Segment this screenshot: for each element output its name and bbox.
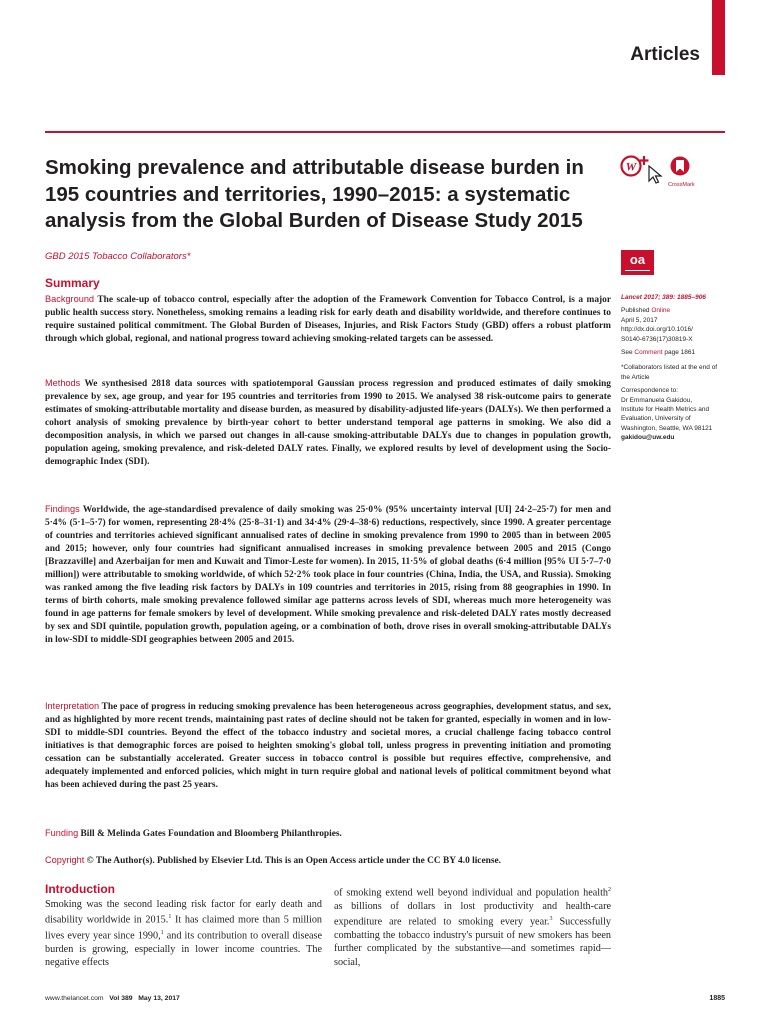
intro-left-text-a: Smoking was the second leading risk factor for early death and disability worldwide in 2015. — [45, 899, 322, 926]
cursor-icon — [649, 166, 661, 183]
published-online-link[interactable]: Online — [651, 307, 671, 315]
interpretation-text: The pace of progress in reducing smoking prevalence has been heterogeneous across geographies, development status, and sex, and as highlighted by more recent trends, maintaining past rates of decline should not be taken for granted, especially in women and in low-SDI to middle-SDI countries. Beyond the effect of the tobacco industry and societal mores, a crucial challenge facing tobacco control initiatives is that demographic forces are poised to heighten smoking's global toll, unless progress in preventing initiation and promoting cessation can be substantially accelerated. Greater success in tobacco control is possible but requires effective, comprehensive, and adequately implemented and enforced policies, which might in turn require global and national levels of political commitment beyond what has been achieved during the past 25 years. — [45, 702, 611, 790]
oa-underline — [625, 270, 650, 271]
comment-link[interactable]: Comment — [634, 349, 663, 357]
methods-label: Methods — [45, 378, 81, 388]
background-label: Background — [45, 294, 95, 304]
abstract-funding — [45, 827, 611, 841]
published-prefix: Published — [621, 307, 650, 315]
open-access-label: oa — [629, 252, 646, 267]
findings-label: Findings — [45, 504, 80, 514]
copyright-text: © The Author(s). Published by Elsevier Ltd. This is an Open Access article under the CC BY 4.0 license. — [86, 856, 501, 866]
footer-date: May 13, 2017 — [138, 995, 180, 1002]
introduction-right-column — [334, 884, 611, 969]
open-access-badge — [621, 250, 654, 275]
reference-1[interactable]: 1 — [168, 914, 172, 921]
correspondence-name: Dr Emmanuela Gakidou, — [621, 396, 693, 404]
see-comment-line — [621, 348, 725, 357]
funding-text: Bill & Melinda Gates Foundation and Bloomberg Philanthropies. — [80, 829, 342, 839]
reference-2[interactable]: 2 — [608, 887, 611, 893]
background-text: The scale-up of tobacco control, especially after the adoption of the Framework Convention for Tobacco Control, is a major public health success story. Nonetheless, smoking remains a leading risk for early death and disability worldwide, and therefore continues to require sustained political commitment. The Global Burden of Diseases, Injuries, and Risk Factors Study (GBD) offers a robust platform through which global, regional, and national progress toward achieving smoking-related targets can be assessed. — [45, 295, 611, 344]
footer-volume: Vol 389 — [109, 995, 133, 1002]
page-number: 1885 — [709, 995, 725, 1002]
reference-1b[interactable]: 1 — [160, 930, 164, 937]
correspondence-email[interactable]: gakidou@uw.edu — [621, 434, 675, 442]
intro-right-text-a: of smoking extend well beyond individual and population health — [334, 887, 608, 899]
intro-left-text-c: and its contribution to overall disease burden is growing, especially in lower income countries. The negative effects — [45, 930, 323, 969]
introduction-left-column — [45, 898, 322, 970]
section-color-tab — [712, 0, 725, 75]
abstract-background — [45, 293, 611, 346]
journal-reference: Lancet 2017; 389: 1885–906 — [621, 294, 706, 301]
introduction-heading: Introduction — [45, 882, 115, 896]
funding-label: Funding — [45, 828, 79, 838]
doi-line-1[interactable]: http://dx.doi.org/10.1016/ — [621, 326, 693, 334]
abstract-findings — [45, 503, 611, 647]
abstract-interpretation — [45, 700, 611, 792]
section-label: Articles — [630, 44, 700, 65]
methods-text: We synthesised 2818 data sources with spatiotemporal Gaussian process regression and produced estimates of daily smoking prevalence by sex, age group, and year for 195 countries and territories from 1990 to 2015. We analysed 38 risk-outcome pairs to generate estimates of smoking-attributable mortality and disease burden, as measured by disability-adjusted life-years (DALYs). We then performed a cohort analysis of smoking prevalence by birth-year cohort to better understand temporal age patterns in smoking. We also did a decomposition analysis, in which we parsed out changes in all-cause smoking-attributable DALYs due to changes in population growth, population ageing, smoking prevalence, and risk-deleted DALY rates. Finally, we explored results by level of development using the Socio-demographic Index (SDI). — [45, 379, 611, 467]
doi-line-2[interactable]: S0140-6736(17)30819-X — [621, 335, 693, 343]
findings-text: Worldwide, the age-standardised prevalence of daily smoking was 25·0% (95% uncertainty interval [UI] 24·2–25·7) for men and 5·4% (5·1–5·7) for women, representing 28·4% (25·8–31·1) and 34·4% (29·4–38·6) reductions, respectively, since 1990. A greater percentage of countries and territories achieved significant annualised rates of decline in smoking prevalence from 1990 to 2005 than in between 2005 and 2015; however, only four countries had significant annualised increases in smoking prevalence between 2005 and 2015 (Congo [Brazzaville] and Azerbaijan for men and Kuwait and Timor-Leste for women). In 2015, 11·5% of global deaths (6·4 million [95% UI 5·7–7·0 million]) were attributable to smoking worldwide, of which 52·2% took place in four countries (China, India, the USA, and Russia). Smoking was ranked among the five leading risk factors by DALYs in 109 countries and territories in 2015, rising from 88 geographies in 1990. In terms of birth cohorts, male smoking prevalence followed similar age patterns across levels of SDI, whereas much more heterogeneity was found in age patterns for female smokers by level of development. While smoking prevalence and risk-deleted DALY rates mostly decreased by sex and SDI quintile, population growth, population ageing, or a combination of both, drove rises in overall smoking-attributable DALYs in low-SDI to middle-SDI geographies between 2005 and 2015. — [45, 505, 611, 645]
correspondence-label: Correspondence to: — [621, 387, 679, 395]
intro-right-text-b: as billions of dollars in lost productivity and health-care expenditure are related to smoking every year. — [334, 900, 611, 928]
crossmark-label: CrossMark — [668, 182, 695, 188]
w-letter-icon: W — [625, 159, 637, 174]
article-title: Smoking prevalence and attributable disease burden in 195 countries and territories, 1990–2015: a systematic analysis from the Global Burden of Disease Study 2015 — [45, 156, 584, 232]
published-line — [621, 306, 725, 315]
header-rule — [45, 131, 725, 133]
reference-3[interactable]: 3 — [549, 916, 553, 923]
copyright-label: Copyright — [45, 855, 85, 865]
intro-left-text-b: It has claimed more than 5 million lives every year since 1990, — [45, 914, 323, 942]
abstract-copyright — [45, 854, 611, 868]
summary-heading: Summary — [45, 276, 100, 290]
correspondence-affiliation: Institute for Health Metrics and Evaluation, University of Washington, Seattle, WA 98121 — [621, 406, 713, 432]
see-suffix: page 1861 — [664, 349, 696, 357]
see-prefix: See — [621, 349, 633, 357]
article-sidebar — [621, 293, 725, 443]
footer-citation — [45, 995, 180, 1002]
intro-right-text-c: Successfully combatting the tobacco industry's pursuit of new smokers has been further complicated by the substantive—and sometimes rapid—social, — [334, 916, 611, 968]
interpretation-label: Interpretation — [45, 701, 100, 711]
abstract-methods — [45, 377, 611, 469]
authors-link[interactable]: GBD 2015 Tobacco Collaborators* — [45, 251, 191, 262]
footer-site[interactable]: www.thelancet.com — [45, 995, 104, 1002]
published-date: April 5, 2017 — [621, 316, 658, 324]
collaborators-note: *Collaborators listed at the end of the Article — [621, 364, 718, 381]
